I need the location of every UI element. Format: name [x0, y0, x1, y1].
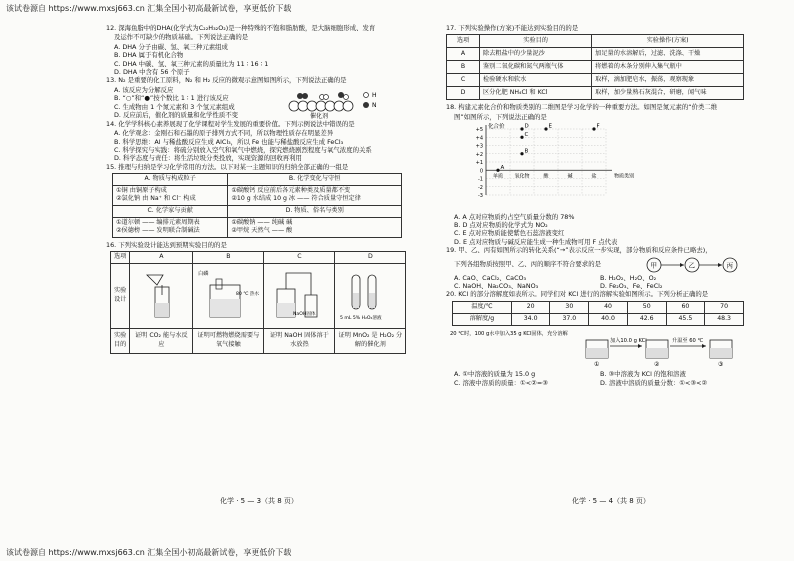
- q15-c-content: [113, 217, 228, 237]
- q16-goal-c: 证明 NaOH 固体溶于水放热: [264, 328, 335, 353]
- legend-h: H: [372, 91, 377, 99]
- q16-header-d: D: [335, 252, 406, 263]
- q17-row-c-method: 取样，滴加肥皂水，振荡，观察现象: [592, 74, 744, 87]
- q16-header-a: A: [130, 252, 193, 263]
- q18-option-c: C. E 点对应物质能使紫色石蕊溶液变红: [454, 229, 565, 238]
- q17-stem: 17. 下列实验操作(方案)不能达到实验目的的是: [446, 24, 579, 32]
- q12-stem: 12. 深海鱼脂中的DHA(化学式为C₂₂H₃₂O₂)是一种特殊的不饱和脂肪酸，是大脑细胞形成、发育: [106, 24, 376, 32]
- q20-option-c: C. 溶液中溶质的质量：①<②=③: [454, 378, 548, 387]
- q17-row-b-goal: 鉴别二氧化碳和氮气两瓶气体: [480, 61, 592, 74]
- q15-d-content: [228, 217, 402, 237]
- q17-row-b-option: B: [447, 61, 480, 74]
- y-tick-label: -3: [478, 193, 483, 200]
- q15-b1: ①碳酸钙 反应前后各元素种类及质量都不变: [231, 186, 351, 194]
- q19-stem-2: 下列各组物质按照甲、乙、丙的顺序不符合要求的是: [454, 259, 601, 268]
- right-column: [446, 24, 746, 387]
- x-tick-label: 碱: [567, 173, 573, 180]
- q15-c1: ①道尔顿 —— 编排元素周期表: [116, 218, 200, 226]
- q13-stem: 13. N₂ 是重要的化工原料，N₂ 和 H₂ 反应的微观示意图如图所示，下列说法正确的是: [106, 76, 347, 85]
- q17-row-d-option: D: [447, 87, 480, 100]
- table-row: [447, 48, 744, 61]
- q18-stem: 18. 构建元素化合价和物质类别的二维图是学习化学的一种重要方法。如图是氮元素的“价类二维: [446, 103, 718, 112]
- q14-option-b: B. 科学思维：Al 与稀盐酸反应生成 AlCl₃，所以 Fe 也能与稀盐酸反应生成 FeCl₃: [114, 137, 344, 146]
- q16-goal-a: 证明 CO₂ 能与水反应: [130, 328, 193, 353]
- q14-option-c: C. 科学探究与实践：将硫分别放入空气和氧气中燃烧，探究燃烧剧烈程度与氧气浓度的关系: [114, 146, 372, 155]
- beaker-1-label: ①: [594, 360, 600, 368]
- q16-design-a: [130, 263, 193, 328]
- data-point: [592, 128, 595, 131]
- q20-exp-step3: 升温至 60 ℃: [672, 337, 704, 344]
- y-tick-label: +1: [475, 160, 483, 167]
- q15-stem: 15. 推理与归纳是学习化学常用的方法。以下对某一主题知识的归纳全部正确的一组是: [106, 162, 349, 171]
- q16-design-d: [335, 263, 406, 328]
- q12-option-a: A. DHA 分子由碳、氢、氧三种元素组成: [114, 42, 228, 51]
- data-point: [544, 128, 547, 131]
- data-point-label: E: [548, 123, 552, 130]
- q15-d-title: D. 物质、俗名与类别: [228, 206, 402, 218]
- q19-option-d: D. Fe₂O₃、Fe、FeCl₂: [600, 282, 663, 291]
- q15-a-content: [113, 185, 228, 205]
- left-page-footer: 化学 · 5 — 3（共 8 页）: [220, 497, 298, 505]
- q17-row-a-option: A: [447, 48, 480, 61]
- q17-row-c-option: C: [447, 74, 480, 87]
- q20-exp-step2: 加入10.0 g KCl: [610, 337, 647, 344]
- q20-experiment-diagram: [446, 328, 746, 368]
- q15-a1: ①铜 由铜原子构成: [116, 186, 167, 194]
- q20-exp-step1: 20 ℃时，100 g水中加入35 g KCl固体，充分溶解: [450, 330, 568, 337]
- q13-option-a: A. 该反应为分解反应: [114, 85, 174, 94]
- q15-a2: ②氯化钠 由 Na⁺ 和 Cl⁻ 构成: [116, 195, 196, 203]
- q17-header-goal: 实验目的: [480, 35, 592, 48]
- q20-sol-1: 37.0: [550, 313, 589, 325]
- data-point: [520, 152, 523, 155]
- q16-header-b: B: [193, 252, 264, 263]
- q17-row-d-method: 取样，加少量熟石灰混合，研磨，闻气味: [592, 87, 744, 100]
- q20-temp-0: 20: [511, 301, 550, 313]
- watermark-top: 该试卷源自 https://www.mxsj663.cn 汇集全国小初高最新试卷，享更低价下载: [6, 4, 292, 13]
- q16-b-label2: 80 ℃ 热水: [236, 291, 260, 297]
- right-page-footer: 化学 · 5 — 4（共 8 页）: [572, 497, 650, 505]
- q13-reaction-diagram: [286, 86, 396, 120]
- catalyst-label: 催化剂: [310, 112, 329, 120]
- q17-header-method: 实验操作(方案): [592, 35, 744, 48]
- q16-header-option: 选项: [111, 252, 130, 263]
- q20-options-row-2: [454, 379, 746, 387]
- naoh-dissolving-apparatus-icon: [267, 265, 331, 323]
- q19-stem: 19. 甲、乙、丙有如图所示的转化关系(“→”表示反应一步实现，部分物质和反应条件已略去)，: [446, 246, 712, 255]
- q16-design-b: [193, 263, 264, 328]
- y-tick-label: +4: [475, 135, 483, 142]
- q15-c-title: C. 化学家与贡献: [113, 206, 228, 218]
- chart-title: 化合价: [488, 124, 505, 131]
- q14-stem: 14. 化学学科核心素养展现了化学课程对学生发展的重要价值。下列示例说法中错误的是: [106, 119, 355, 128]
- q20-temp-2: 40: [589, 301, 628, 313]
- table-row: [447, 74, 744, 87]
- data-point-label: C: [524, 131, 529, 138]
- q15-a-title: A. 物质与构成粒子: [113, 174, 228, 186]
- data-point: [520, 128, 523, 131]
- data-point-label: B: [524, 148, 529, 155]
- q12-stem-2: 及运作不可缺少的物质基础。下列说法正确的是: [114, 33, 249, 42]
- y-tick-label: +5: [475, 127, 483, 134]
- q13-option-d: D. 反应前后，催化剂的质量和化学性质不变: [114, 111, 239, 120]
- q20-sol-5: 48.3: [705, 313, 744, 325]
- q18-option-a: A. A 点对应物质约占空气质量分数的 78%: [454, 212, 575, 221]
- q13-option-c: C. 生成物由 1 个氮元素和 3 个氢元素组成: [114, 102, 235, 111]
- y-tick-label: 0: [479, 168, 483, 175]
- q13-legend: [363, 92, 377, 109]
- h2o2-catalyst-apparatus-icon: [338, 265, 402, 323]
- x-axis-label: 物质类别: [614, 173, 634, 180]
- q16-design-label: 实验设计: [111, 263, 130, 328]
- x-tick-label: 酸: [543, 173, 549, 180]
- y-tick-label: -1: [478, 176, 483, 183]
- q19-conversion-diagram: [644, 256, 744, 274]
- data-point-label: A: [500, 164, 505, 171]
- q14-option-d: D. 科学态度与责任：将生活垃圾分类投放，实现资源的回收再利用: [114, 154, 302, 163]
- q17-row-b-method: 将燃着的木条分别伸入集气瓶中: [592, 61, 744, 74]
- co2-water-apparatus-icon: [133, 265, 189, 323]
- valence-class-chart: [464, 123, 634, 209]
- q19-options-row-1: [454, 274, 746, 282]
- left-column: [106, 24, 404, 354]
- q20-sol-4: 45.5: [666, 313, 705, 325]
- q20-solubility-table: [452, 301, 744, 326]
- q20-sol-label: 溶解度/g: [453, 313, 512, 325]
- q16-goal-b: 证明可燃物燃烧需要与氧气接触: [193, 328, 264, 353]
- q18-stem-2: 图”如图所示，下列说法正确的是: [454, 112, 547, 121]
- q19-options-row-2: [454, 282, 746, 290]
- combustion-apparatus-icon: [196, 265, 260, 323]
- q19-node-bing: 丙: [726, 261, 733, 270]
- q16-d-label: 5 mL 5% H₂O₂溶液: [340, 315, 382, 321]
- q20-option-b: B. ③中溶液为 KCl 的饱和溶液: [600, 370, 686, 379]
- table-row: [447, 61, 744, 74]
- watermark-bottom: 该试卷源自 https://www.mxsj663.cn 汇集全国小初高最新试卷，享更低价下载: [6, 548, 292, 557]
- q20-temp-3: 50: [627, 301, 666, 313]
- q20-temp-label: 温度/℃: [453, 301, 512, 313]
- q15-c2: ②侯德榜 —— 发明联合制碱法: [116, 227, 200, 235]
- y-tick-label: -2: [478, 184, 483, 191]
- q13-option-b: B. “○”和“●”按个数比 1 ∶ 1 进行该反应: [114, 94, 229, 103]
- q20-sol-3: 42.6: [627, 313, 666, 325]
- table-row: [447, 87, 744, 100]
- data-point-label: D: [524, 123, 529, 130]
- q15-d1: ①碳酸钠 —— 纯碱 碱: [231, 218, 293, 226]
- q16-design-c: [264, 263, 335, 328]
- q16-goal-label: 实验目的: [111, 328, 130, 353]
- q20-sol-0: 34.0: [511, 313, 550, 325]
- q15-table: [112, 173, 402, 238]
- q19-option-a: A. CaO、CaCl₂、CaCO₃: [454, 273, 527, 282]
- x-tick-label: 盐: [591, 173, 597, 180]
- q20-temp-4: 60: [666, 301, 705, 313]
- x-tick-label: 氧化物: [514, 173, 530, 180]
- q17-table: [446, 34, 744, 100]
- q20-options-row-1: [454, 370, 746, 378]
- y-tick-label: +2: [475, 151, 483, 158]
- q20-temp-1: 30: [550, 301, 589, 313]
- q14-option-a: A. 化学观念：金刚石和石墨的原子排列方式不同，所以物理性质存在明显差异: [114, 129, 334, 138]
- q15-b2: ②10 g 水结成 10 g 冰 —— 符合质量守恒定律: [231, 195, 361, 203]
- q20-option-a: A. ①中溶液的质量为 15.0 g: [454, 370, 536, 379]
- q16-b-label1: 白磷: [198, 270, 209, 277]
- q17-row-d-goal: 区分化肥 NH₄Cl 和 KCl: [480, 87, 592, 100]
- q20-sol-2: 40.0: [589, 313, 628, 325]
- q17-row-c-goal: 检验硬水和软水: [480, 74, 592, 87]
- q16-table: [110, 251, 406, 353]
- legend-n: N: [372, 101, 377, 109]
- q17-row-a-method: 加足量的水溶解后，过滤、洗涤、干燥: [592, 48, 744, 61]
- catalyst-surface: [289, 92, 353, 111]
- beaker-3-label: ③: [718, 360, 724, 368]
- q19-node-jia: 甲: [650, 261, 657, 270]
- q16-goal-d: 证明 MnO₂ 是 H₂O₂ 分解的催化剂: [335, 328, 406, 353]
- q18-option-b: B. D 点对应物质的化学式为 NO₂: [454, 221, 548, 230]
- data-point: [496, 169, 499, 172]
- data-point: [520, 136, 523, 139]
- q12-option-b: B. DHA 属于有机化合物: [114, 51, 184, 60]
- q16-header-c: C: [264, 252, 335, 263]
- q18-option-d: D. E 点对应物质与碱反应能生成一种生成物可用 F 点代表: [454, 237, 618, 246]
- q20-temp-5: 70: [705, 301, 744, 313]
- q15-d2: ②甲烷 天然气 —— 酸: [231, 227, 293, 235]
- beaker-2-label: ②: [654, 360, 660, 368]
- q20-option-d: D. 溶液中溶质的质量分数：①<③<②: [600, 378, 708, 387]
- q15-b-content: [228, 185, 402, 205]
- q17-header-option: 选项: [447, 35, 480, 48]
- q15-b-title: B. 化学变化与守恒: [228, 174, 402, 186]
- q20-stem: 20. KCl 的部分溶解度如表所示。同学们对 KCl 进行的溶解实验如图所示。下列分析正确的是: [446, 290, 709, 299]
- x-tick-label: 单质: [492, 173, 504, 180]
- y-tick-label: +3: [475, 143, 483, 150]
- q12-option-d: D. DHA 中含有 56 个原子: [114, 68, 190, 77]
- q19-option-c: C. NaOH、Na₂CO₃、NaNO₃: [454, 282, 539, 291]
- data-point-label: F: [596, 123, 600, 130]
- q16-c-label: NaOH固体: [293, 311, 316, 317]
- q12-option-c: C. DHA 中碳、氢、氧三种元素的质量比为 11 ∶ 16 ∶ 1: [114, 59, 269, 68]
- q19-node-yi: 乙: [688, 261, 695, 270]
- q16-stem: 16. 下列实验设计能达到预期实验目的的是: [106, 240, 227, 249]
- q19-option-b: B. H₂O₂、H₂O、O₂: [600, 273, 657, 282]
- q17-row-a-goal: 除去粗盐中的少量泥沙: [480, 48, 592, 61]
